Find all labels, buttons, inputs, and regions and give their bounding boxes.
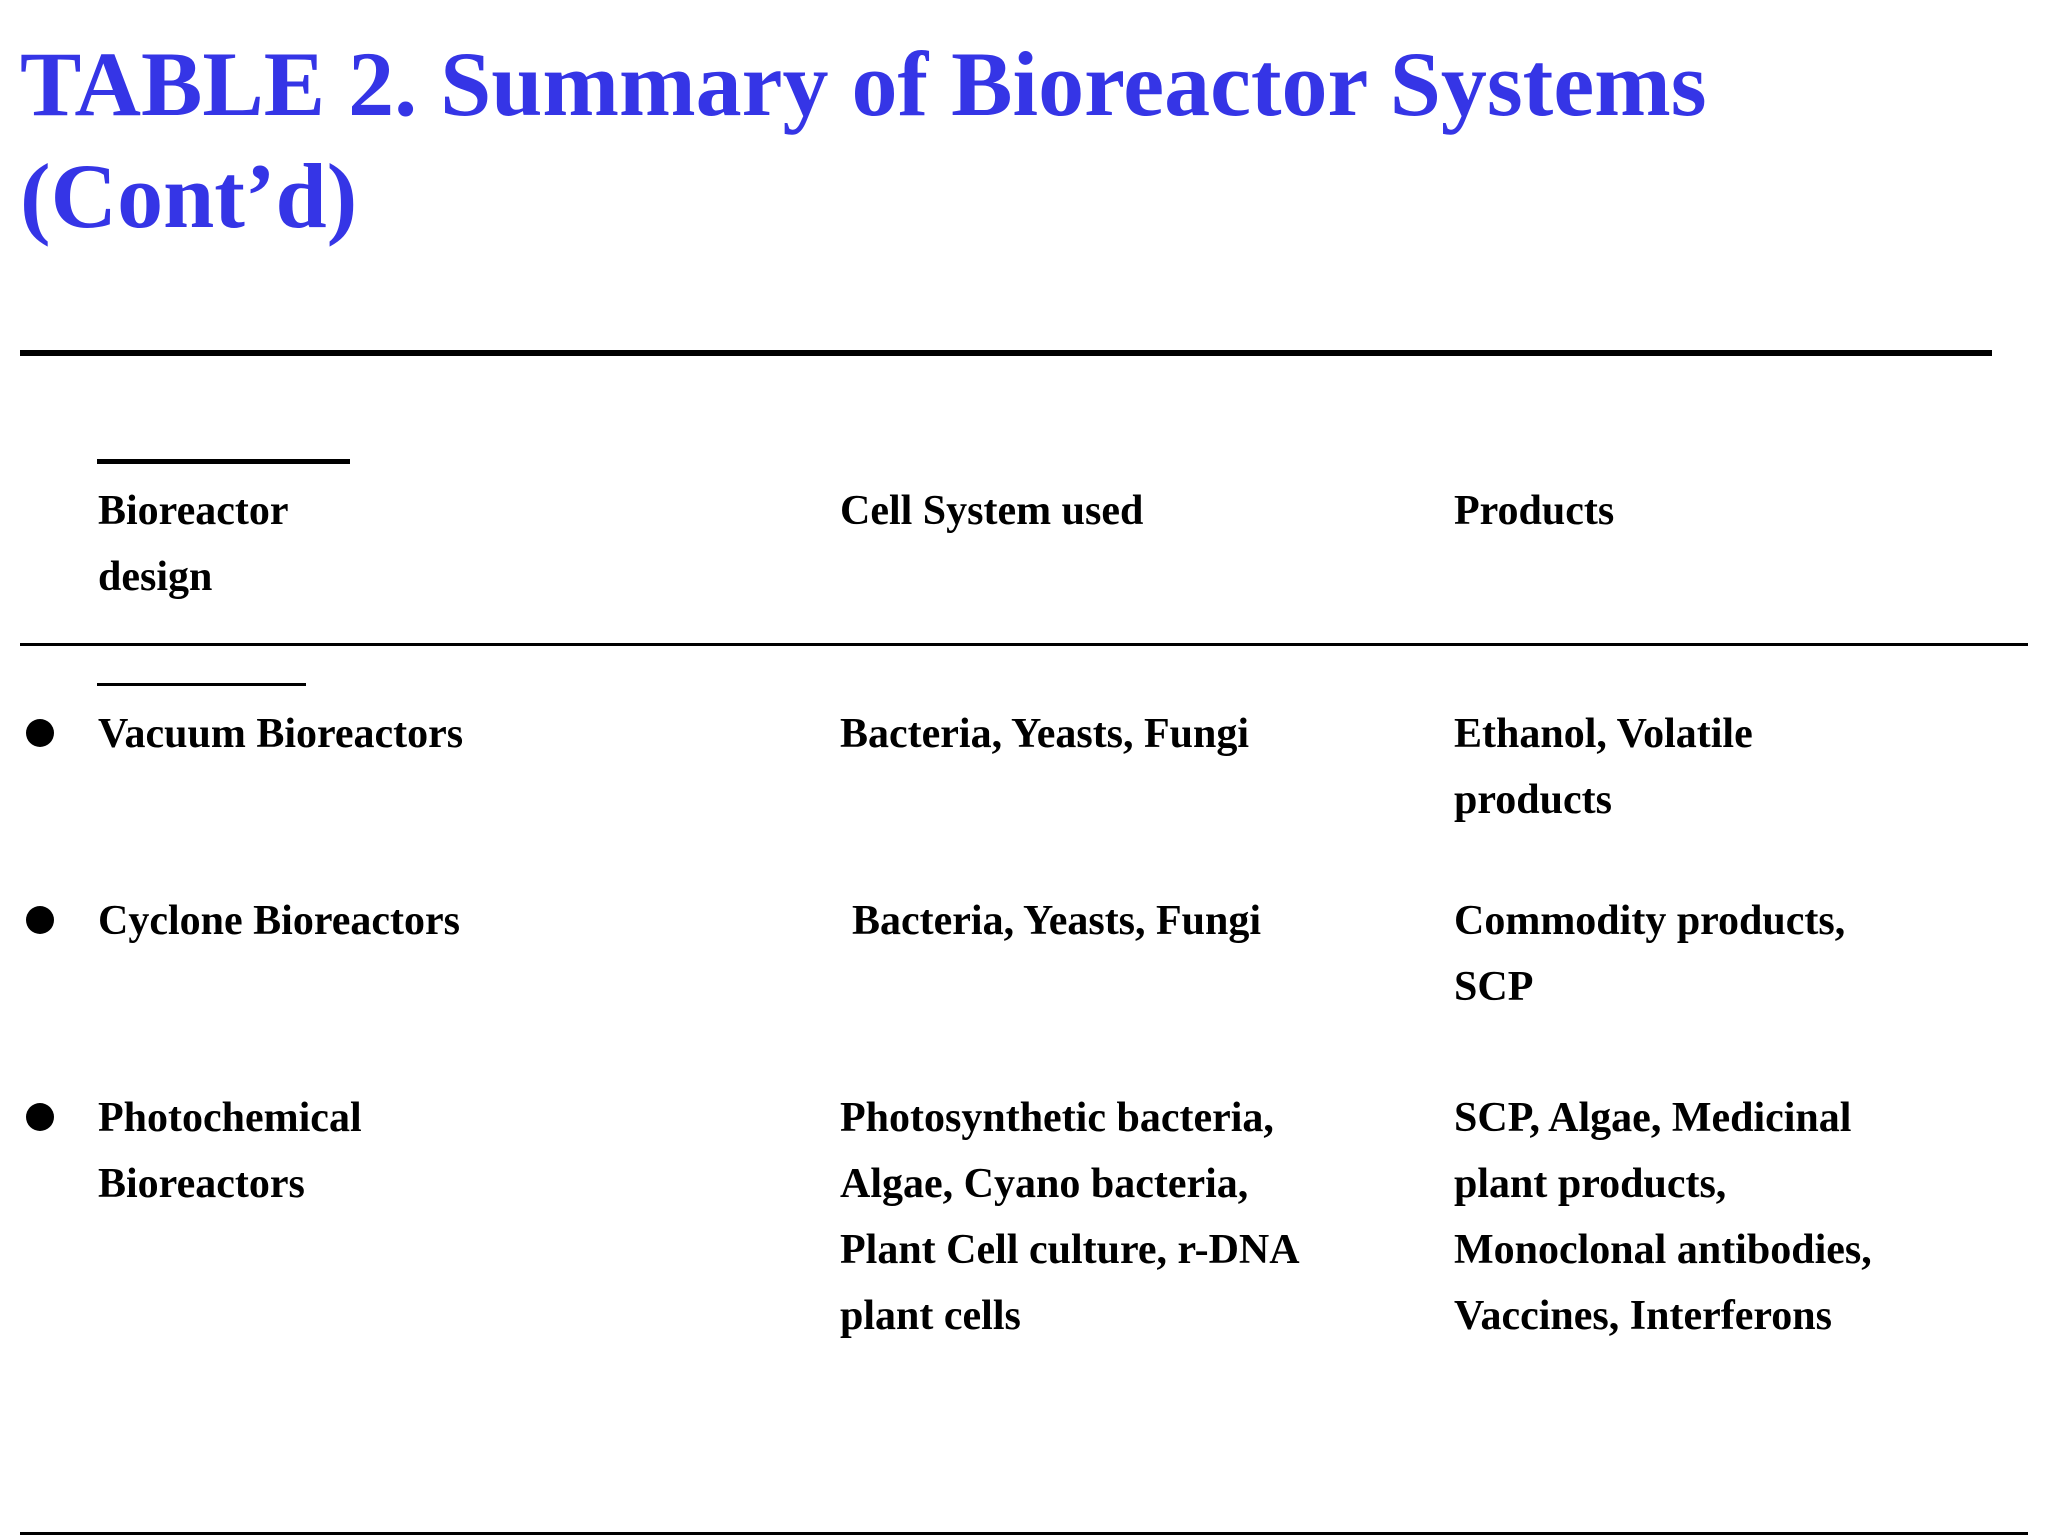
row-2-cell-system-line-1: Bacteria, Yeasts, Fungi (852, 898, 1262, 944)
header-design-line-1: Bioreactor (98, 488, 289, 534)
header-rule (20, 643, 2028, 646)
row-1-products-line-1: Ethanol, Volatile (1454, 711, 1753, 757)
bullet-icon (26, 719, 54, 747)
row-1-products (1454, 701, 1753, 833)
row-3-cell-system-line-2: Algae, Cyano bacteria, (840, 1161, 1249, 1207)
header-design-line-2: design (98, 554, 213, 600)
row-2-products-line-1: Commodity products, (1454, 898, 1846, 944)
row-3-design-line-2: Bioreactors (98, 1161, 305, 1207)
row-3-products (1454, 1085, 1872, 1349)
row-1-design (98, 701, 463, 767)
header-bioreactor-design (98, 478, 288, 610)
top-rule (20, 350, 1992, 356)
page-title (20, 28, 1920, 252)
row-1-design-line-1: Vacuum Bioreactors (98, 711, 464, 757)
row-3-products-line-2: plant products, (1454, 1161, 1727, 1207)
row-3-cell-system-line-4: plant cells (840, 1293, 1021, 1339)
title-line-1: TABLE 2. Summary of Bioreactor Systems (20, 33, 1707, 135)
row-2-products (1454, 888, 1845, 1020)
row-2-design (98, 888, 460, 954)
header-short-rule (97, 459, 350, 464)
row-2-products-line-2: SCP (1454, 964, 1534, 1010)
row-3-cell-system-line-1: Photosynthetic bacteria, (840, 1095, 1274, 1141)
header-cell-system: Cell System used (840, 488, 1144, 534)
row-3-products-line-4: Vaccines, Interferons (1454, 1293, 1832, 1339)
row-1-cell-system-line-1: Bacteria, Yeasts, Fungi (840, 711, 1250, 757)
row-2-design-line-1: Cyclone Bioreactors (98, 898, 460, 944)
header-products: Products (1454, 488, 1615, 534)
row-3-cell-system (840, 1085, 1300, 1349)
row-1-cell-system (840, 701, 1249, 767)
bullet-icon (26, 906, 54, 934)
row-3-products-line-1: SCP, Algae, Medicinal (1454, 1095, 1852, 1141)
row-3-design (98, 1085, 362, 1217)
row-1-products-line-2: products (1454, 777, 1612, 823)
body-short-rule (97, 683, 306, 686)
bottom-rule (20, 1532, 2028, 1535)
title-line-2: (Cont’d) (20, 145, 358, 247)
row-2-cell-system (852, 888, 1261, 954)
row-3-design-line-1: Photochemical (98, 1095, 362, 1141)
row-3-cell-system-line-3: Plant Cell culture, r-DNA (840, 1227, 1300, 1273)
bullet-icon (26, 1103, 54, 1131)
row-3-products-line-3: Monoclonal antibodies, (1454, 1227, 1872, 1273)
